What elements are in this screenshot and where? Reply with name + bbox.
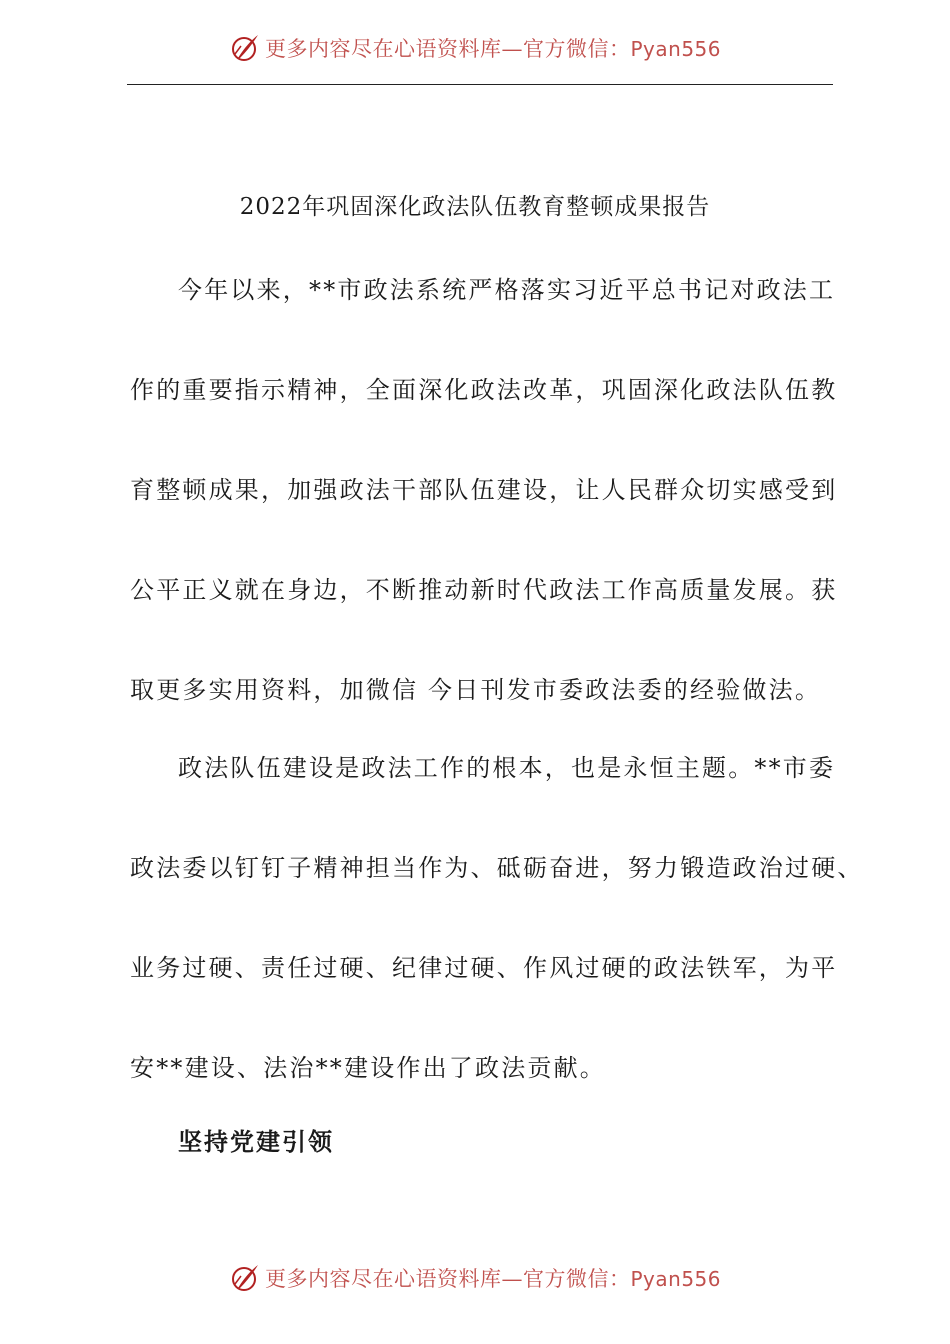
footer-wechat-id: Pyan556 bbox=[630, 1267, 721, 1291]
paragraph-line: 政法队伍建设是政法工作的根本，也是永恒主题。**市委 bbox=[178, 754, 836, 782]
footer-banner-text bbox=[265, 1263, 721, 1293]
paragraph-line: 业务过硬、责任过硬、纪律过硬、作风过硬的政法铁军，为平 bbox=[130, 954, 838, 982]
header-banner-text bbox=[265, 33, 721, 63]
footer-banner bbox=[0, 1258, 950, 1298]
header-banner bbox=[0, 28, 950, 68]
paragraph-line: 作的重要指示精神，全面深化政法改革，巩固深化政法队伍教 bbox=[130, 376, 838, 404]
header-divider bbox=[127, 84, 833, 85]
quill-logo-icon bbox=[229, 1262, 261, 1294]
paragraph-line: 政法委以钉钉子精神担当作为、砥砺奋进，努力锻造政治过硬、 bbox=[130, 854, 864, 882]
header-wechat-id: Pyan556 bbox=[630, 37, 721, 61]
paragraph-line: 公平正义就在身边，不断推动新时代政法工作高质量发展。获 bbox=[130, 576, 838, 604]
document-title: 2022年巩固深化政法队伍教育整顿成果报告 bbox=[239, 194, 711, 220]
paragraph-line: 育整顿成果，加强政法干部队伍建设，让人民群众切实感受到 bbox=[130, 476, 838, 504]
section-heading: 坚持党建引领 bbox=[178, 1128, 334, 1156]
footer-banner-cn: 更多内容尽在心语资料库—官方微信： bbox=[264, 1267, 631, 1291]
paragraph-line: 今年以来，**市政法系统严格落实习近平总书记对政法工 bbox=[178, 276, 836, 304]
paragraph-line: 取更多实用资料，加微信 今日刊发市委政法委的经验做法。 bbox=[130, 676, 822, 704]
header-banner-cn: 更多内容尽在心语资料库—官方微信： bbox=[264, 37, 631, 61]
quill-logo-icon bbox=[229, 32, 261, 64]
paragraph-line: 安**建设、法治**建设作出了政法贡献。 bbox=[130, 1054, 606, 1082]
